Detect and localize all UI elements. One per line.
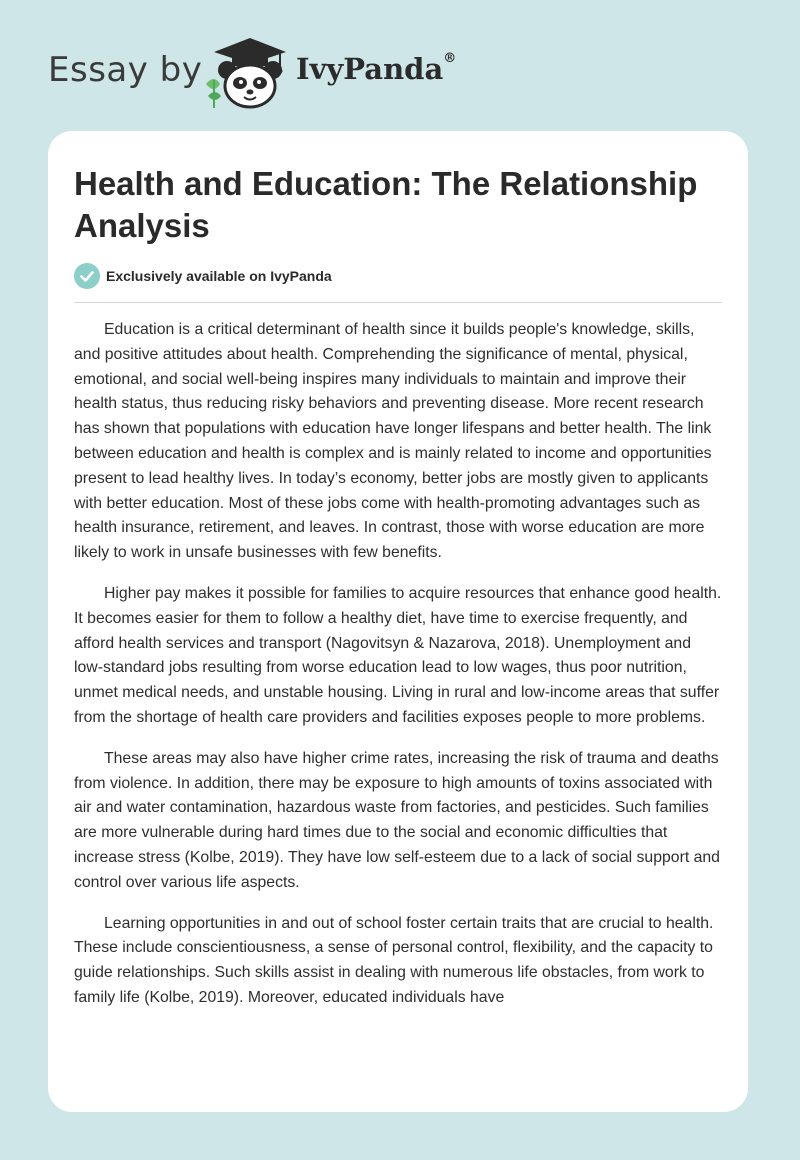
brand-name-text: IvyPanda [296,52,444,86]
essay-paragraph: These areas may also have higher crime rates, increasing the risk of trauma and deaths from violence. In addition, there may be exposure to high amounts of toxins associated with air and water contamination, hazardous waste from factories, and pesticides. Such families are more vulnerable during hard times due to the social and economic difficulties that increase stress (Kolbe, 2019). They have low self-esteem due to a lack of social support and control over various life aspects. [74,749,720,891]
exclusive-badge-label: Exclusively available on IvyPanda [106,268,332,284]
essay-paragraph: Education is a critical determinant of health since it builds people's knowledge, skills, and positive attitudes about health. Comprehending the significance of mental, physical, emotional, and social well-being inspires many individuals to maintain and improve their health status, thus reducing risky behaviors and preventing disease. More recent research has shown that populations with education have longer lifespans and better health. The link between education and health is complex and is mainly related to income and opportunities present to lead healthy lives. In today’s economy, better jobs are mostly given to applicants with better education. Most of these jobs come with health-promoting advantages such as health insurance, retirement, and leaves. In contrast, those with worse education are more likely to work in unsafe businesses with few benefits. [74,321,712,562]
essay-card [48,131,748,1112]
brand-name[interactable] [296,52,456,86]
essay-paragraph: Higher pay makes it possible for families to acquire resources that enhance good health. It becomes easier for them to follow a healthy diet, have time to exercise frequently, and afford health services and transport (Nagovitsyn & Nazarova, 2018). Unemployment and low-standard jobs resulting from worse education lead to low wages, thus poor nutrition, unmet medical needs, and unstable housing. Living in rural and low-income areas that suffer from the shortage of health care providers and facilities exposes people to more problems. [74,584,722,726]
site-header [0,0,800,130]
essay-title: Health and Education: The Relationship Analysis [74,165,698,244]
title-divider [74,302,722,303]
essay-paragraph: Learning opportunities in and out of school foster certain traits that are crucial to health. These include conscientiousness, a sense of personal control, flexibility, and the capacity to guide relationships. Such skills assist in dealing with numerous life obstacles, from work to family life (Kolbe, 2019). Moreover, educated individuals have [74,914,714,1006]
panda-logo-icon[interactable] [200,34,292,110]
essay-by-label: Essay by [48,50,203,90]
check-circle-icon [74,263,100,289]
registered-mark: ® [443,51,457,67]
exclusive-badge [74,263,332,289]
essay-body [74,318,724,1083]
